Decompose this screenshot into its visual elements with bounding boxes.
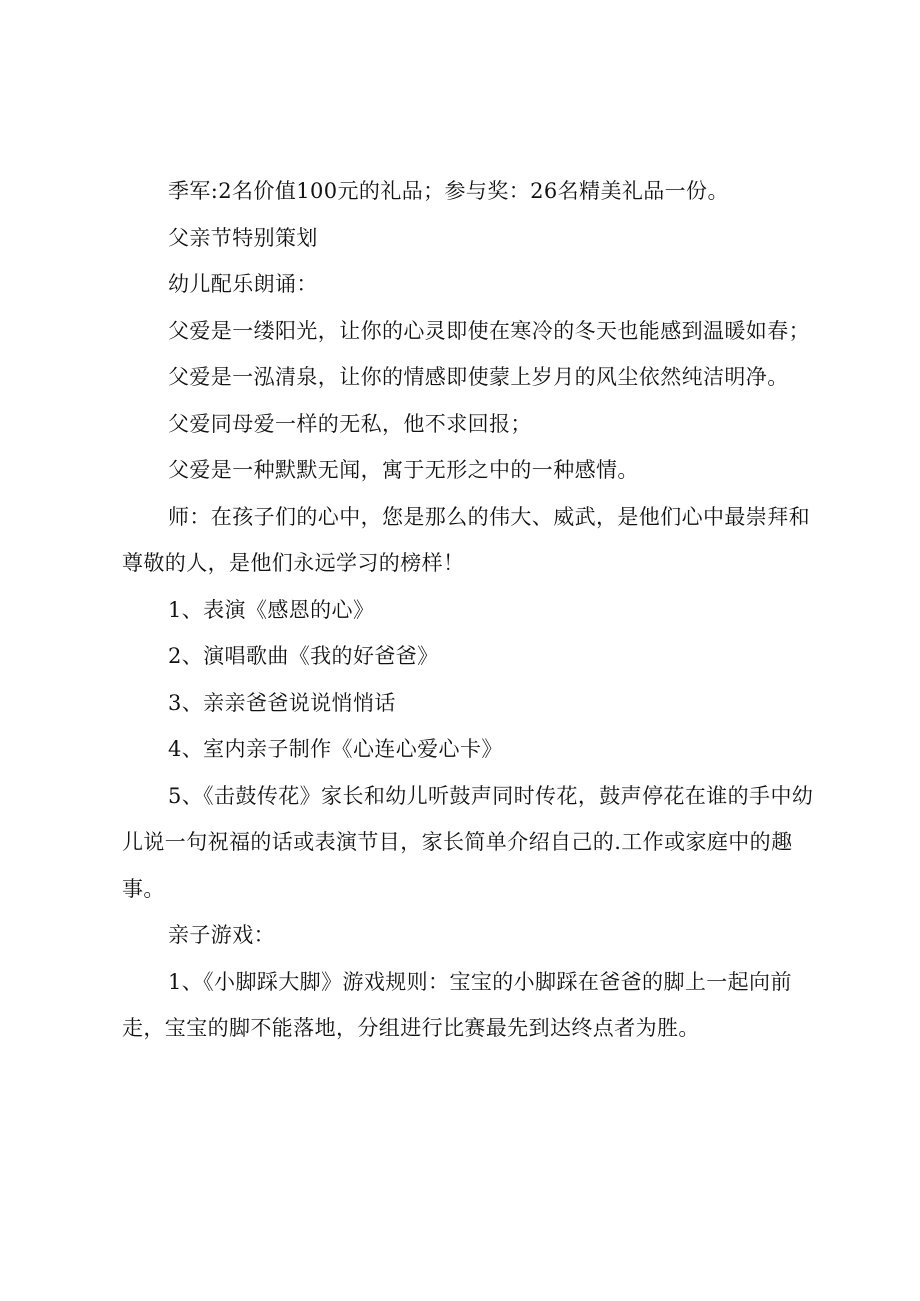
paragraph-prize-third: 季军:2名价值100元的礼品；参与奖：26名精美礼品一份。 xyxy=(168,179,729,203)
list-item-3: 3、亲亲爸爸说说悄悄话 xyxy=(168,690,396,715)
paragraph-games-heading: 亲子游戏： xyxy=(168,923,275,947)
list-item-1: 1、表演《感恩的心》 xyxy=(168,597,375,622)
paragraph-recitation-line-3: 父爱同母爱一样的无私，他不求回报； xyxy=(168,411,532,436)
list-item-5: 5、《击鼓传花》家长和幼儿听鼓声同时传花，鼓声停花在谁的手中幼儿说一句祝福的话或表演节目，家长简单介绍自己的.工作或家庭中的趣事。 xyxy=(122,783,814,901)
paragraph-section-title: 父亲节特别策划 xyxy=(168,225,318,250)
list-item-2: 2、演唱歌曲《我的好爸爸》 xyxy=(168,644,439,668)
document-body xyxy=(122,168,822,1052)
game-item-1: 1、《小脚踩大脚》游戏规则：宝宝的小脚踩在爸爸的脚上一起向前走，宝宝的脚不能落地，分组进行比赛最先到达终点者为胜。 xyxy=(122,969,792,1040)
paragraph-recitation-line-4: 父爱是一种默默无闻，寓于无形之中的一种感情。 xyxy=(168,458,639,482)
paragraph-teacher-speech: 师：在孩子们的心中，您是那么的伟大、威武，是他们心中最崇拜和尊敬的人，是他们永远学习的榜样！ xyxy=(122,504,810,575)
paragraph-recitation-line-1: 父爱是一缕阳光，让你的心灵即使在寒冷的冬天也能感到温暖如春； xyxy=(168,318,810,343)
paragraph-recitation-heading: 幼儿配乐朗诵： xyxy=(168,272,318,296)
paragraph-recitation-line-2: 父爱是一泓清泉，让你的情感即使蒙上岁月的风尘依然纯洁明净。 xyxy=(168,365,789,389)
list-item-4: 4、室内亲子制作《心连心爱心卡》 xyxy=(168,737,503,761)
